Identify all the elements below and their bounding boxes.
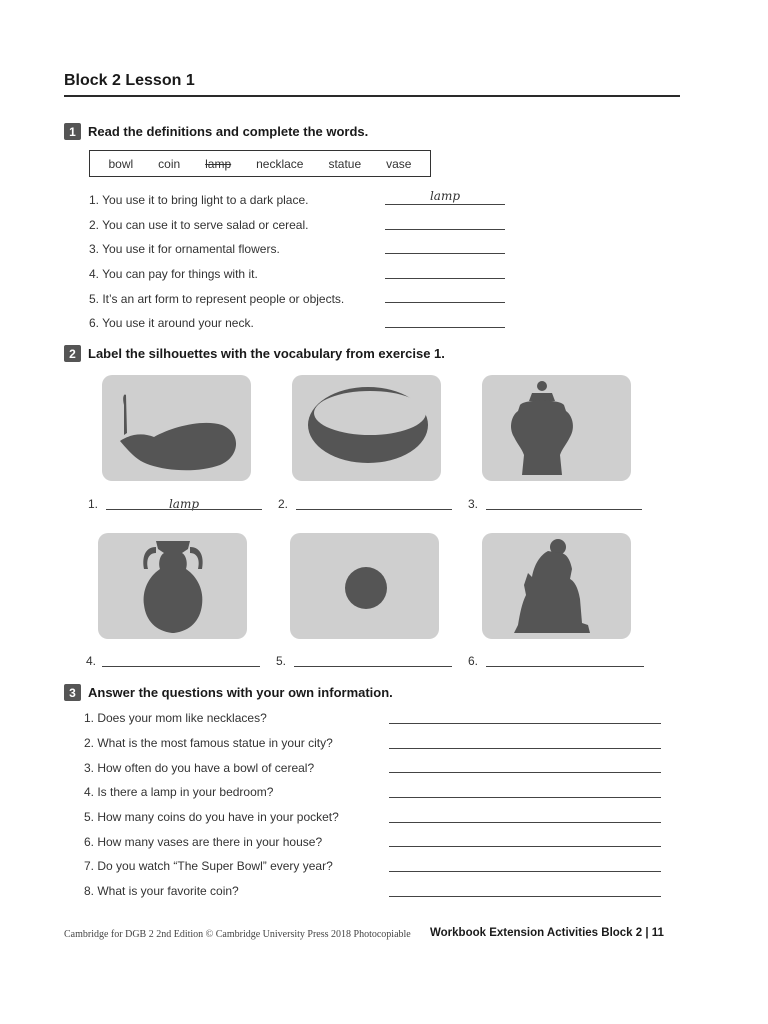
silhouette-tile-2 [292,375,441,481]
tile-label-number: 1. [88,497,99,511]
answer-line[interactable] [389,772,661,773]
amphora-vase-silhouette-icon [98,533,247,639]
tile-label-number: 3. [468,497,479,511]
exercise-3-heading [64,684,393,701]
exercise-3-number-badge: 3 [64,684,81,701]
answer-text: lamp [429,189,461,203]
answer-line[interactable] [389,822,661,823]
answer-line[interactable] [389,748,661,749]
answer-line[interactable] [389,896,661,897]
question-item [84,829,664,854]
exercise-1-number-badge: 1 [64,123,81,140]
tile-answer-line[interactable] [486,666,644,667]
definition-text: 6. You use it around your neck. [89,316,254,331]
page-number-footer: Workbook Extension Activities Block 2 | 11 [430,927,664,939]
tile-label-number: 2. [278,497,289,511]
answer-line[interactable] [385,327,505,328]
silhouette-tile-3 [482,375,631,481]
definition-text: 3. You use it for ornamental flowers. [89,242,280,257]
silhouette-tile-4 [98,533,247,639]
word-bank-item-struck: lamp [205,156,232,171]
definition-list [89,188,509,336]
definition-item [89,311,509,336]
question-item [84,780,664,805]
answer-line[interactable] [385,302,505,303]
answer-line[interactable] [389,723,661,724]
bowl-silhouette-icon [292,375,441,481]
word-bank [89,150,431,177]
question-text: 7. Do you watch “The Super Bowl” every year? [84,859,333,874]
question-item [84,805,664,830]
answer-line[interactable] [385,278,505,279]
silhouette-tile-5 [290,533,439,639]
question-list [84,706,664,904]
exercise-2-number-badge: 2 [64,345,81,362]
tile-label-number: 6. [468,654,479,668]
definition-item [89,188,509,213]
question-item [84,879,664,904]
word-bank-item: necklace [256,156,304,171]
answer-line[interactable] [389,846,661,847]
page-title: Block 2 Lesson 1 [64,72,195,89]
tile-answer-line[interactable] [102,666,260,667]
exercise-2-heading [64,345,445,362]
question-item [84,706,664,731]
answer-line[interactable] [389,797,661,798]
tile-label-number: 5. [276,654,287,668]
word-bank-item: statue [328,156,362,171]
question-item [84,854,664,879]
question-text: 2. What is the most famous statue in your city? [84,736,333,751]
word-bank-item: vase [386,156,412,171]
title-divider [64,95,680,97]
answer-line[interactable] [385,229,505,230]
copyright-footer: Cambridge for DGB 2 2nd Edition © Cambridge University Press 2018 Photocopiable [64,929,411,940]
definition-text: 1. You use it to bring light to a dark place. [89,193,309,208]
question-text: 4. Is there a lamp in your bedroom? [84,785,274,800]
tile-answer-line[interactable] [296,509,452,510]
word-bank-item: bowl [108,156,134,171]
definition-item [89,262,509,287]
question-text: 1. Does your mom like necklaces? [84,711,267,726]
word-bank-item: coin [158,156,181,171]
question-text: 3. How often do you have a bowl of cereal? [84,760,315,775]
question-text: 8. What is your favorite coin? [84,884,239,899]
lidded-jar-silhouette-icon [482,375,631,481]
silhouette-tile-1 [102,375,251,481]
definition-text: 5. It’s an art form to represent people or objects. [89,291,345,306]
definition-item [89,213,509,238]
answer-line[interactable] [385,253,505,254]
exercise-1-instruction: Read the definitions and complete the words. [88,124,369,139]
tile-answer-line[interactable] [486,509,642,510]
question-text: 6. How many vases are there in your house? [84,834,323,849]
tile-answer-line[interactable] [294,666,452,667]
definition-item [89,237,509,262]
oil-lamp-silhouette-icon [102,375,251,481]
tile-answer-text: lamp [168,497,200,511]
thinker-statue-silhouette-icon [482,533,631,639]
answer-line[interactable] [385,204,505,205]
question-item [84,755,664,780]
definition-item [89,286,509,311]
exercise-3-instruction: Answer the questions with your own information. [88,685,393,700]
coin-silhouette-icon [290,533,439,639]
silhouette-tile-6 [482,533,631,639]
question-item [84,731,664,756]
definition-text: 4. You can pay for things with it. [89,267,258,282]
answer-line[interactable] [389,871,661,872]
question-text: 5. How many coins do you have in your pocket? [84,810,339,825]
definition-text: 2. You can use it to serve salad or cereal. [89,217,309,232]
exercise-1-heading [64,123,368,140]
tile-answer-line[interactable] [106,509,262,510]
exercise-2-instruction: Label the silhouettes with the vocabulary from exercise 1. [88,346,445,361]
tile-label-number: 4. [86,654,97,668]
